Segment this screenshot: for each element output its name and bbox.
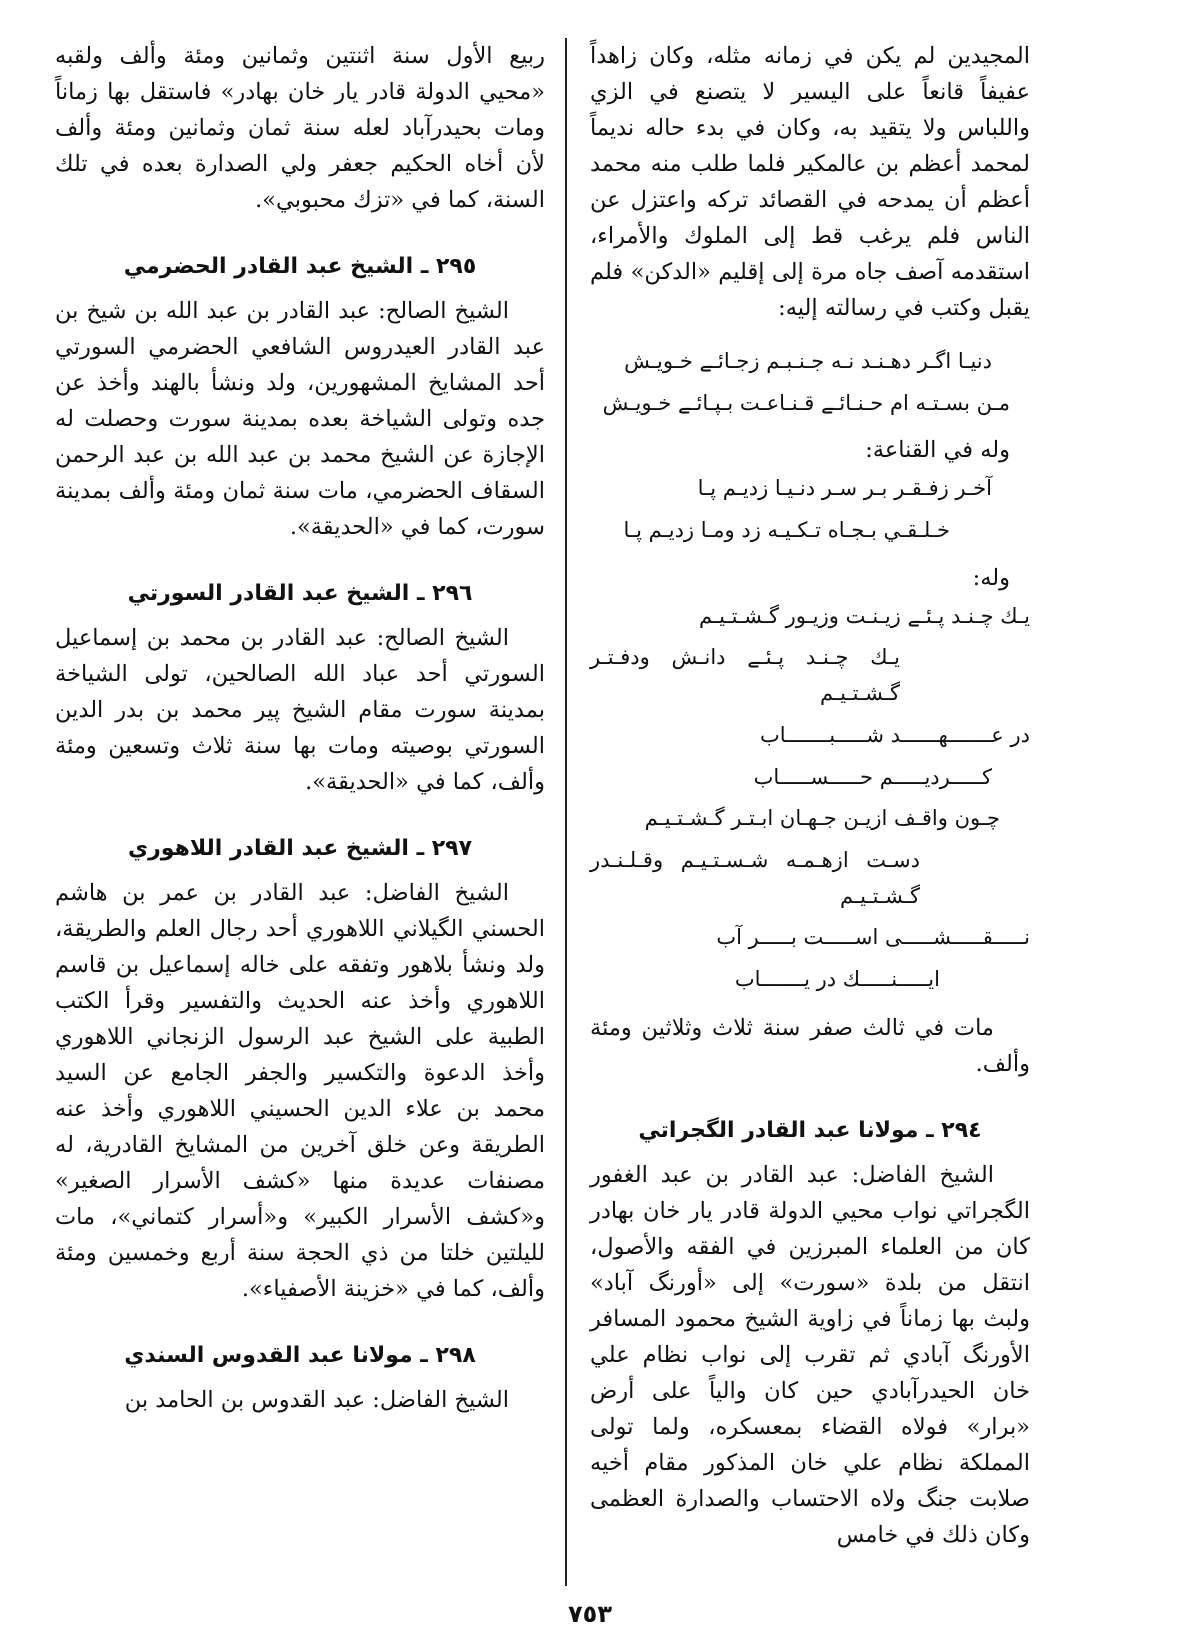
heading-295: ٢٩٥ ـ الشيخ عبد القادر الحضرمي (123, 254, 477, 279)
poem-2 (590, 471, 1030, 548)
poem-2-label: وله في القناعة: (865, 437, 1010, 464)
poem-3-line-3: در عـــــــهــــــد شـــــبـــــــاب (760, 722, 1030, 747)
left-column (55, 38, 545, 1418)
poem-2-line-1: آخـر زفـقـر بـر سـر دنـيـا زديـم پـا (697, 476, 992, 501)
heading-294: ٢٩٤ ـ مولانا عبد القادر الگجراتي (638, 1117, 982, 1143)
heading-296: ٢٩٦ ـ الشيخ عبد القادر السورتي (127, 581, 473, 606)
poem-3-label: وله: (972, 564, 1010, 591)
entry-298: الشيخ الفاضل: عبد القدوس بن الحامد بن (124, 1387, 509, 1413)
poem-3-line-5: چـون واقـف ازيـن جـهـان ابـتـر گـشـتـيـم (644, 806, 1000, 831)
poem-3-line-8: ايـــــنـــــك در يـــــــاب (734, 966, 940, 991)
poem-3-line-1: يـك چـنـد پـئـے زيـنـت وزيـور گـشـتـيـم (698, 603, 1030, 628)
poem-1 (590, 344, 1030, 421)
continuation-paragraph: ربيع الأول سنة اثنتين وثمانين ومئة وألف ولقبه «محيي الدولة قادر يار خان بهادر» فاستقل بها زماناً ومات بحيدرآباد لعله سنة ثمان وثمانين ومئة وألف لأن أخاه الحكيم جعفر ولي الصدارة بعده في تلك السنة، كما في «تزك محبوبي». (55, 43, 545, 213)
poem-3-line-6: دسـت ازهـمـه شـسـتـيـم وقـلـنـدر گـشـتـيـم (590, 847, 920, 908)
poem-1-line-1: دنيـا اگـر دهـنـد نـه جـنـبـم زجـائـے خـويـش (624, 349, 992, 373)
entry-295: الشيخ الصالح: عبد القادر بن عبد الله بن شيخ بن عبد القادر العيدروس الشافعي الحضرمي السورتي أحد المشايخ المشهورين، ولد ونشأ بالهند وأخذ عن جده وتولى الشياخة بعده بمدينة سورت وحصلت له الإجازة عن الشيخ محمد بن عبد الله بن عبد الرحمن السقاف الحضرمي، مات سنة ثمان ومئة وألف بمدينة سورت، كما في «الحديقة». (55, 298, 545, 540)
right-column (590, 38, 1030, 1553)
entry-297: الشيخ الفاضل: عبد القادر بن عمر بن هاشم الحسني الگيلاني اللاهوري أحد رجال العلم والطريقة، ولد ونشأ بلاهور وتفقه على خاله إسماعيل بن قاسم اللاهوري وأخذ عنه الحديث والتفسير وقرأ الكتب الطبية على الشيخ عبد الرسول الزنجاني اللاهوري وأخذ الدعوة والتكسير والجفر الجامع عن السيد محمد بن علاء الدين الحسيني اللاهوري وأخذ عنه الطريقة وعن خلق آخرين من المشايخ القادرية، له مصنفات عديدة منها «كشف الأسرار الصغير» و«كشف الأسرار الكبير» و«أسرار كتماني»، مات لليلتين خلتا من ذي الحجة سنة أربع وخمسين ومئة وألف، كما في «خزينة الأصفياء». (55, 880, 545, 1302)
poem-3-line-7: نـــــقـــــشـــــى اســـــت بـــــر آب (716, 925, 1030, 950)
heading-298: ٢٩٨ ـ مولانا عبد القدوس السندي (124, 1343, 476, 1368)
poem-3-line-4: كـــــرديـــــم حـــــســـــاب (753, 764, 992, 789)
death-note: مات في ثالث صفر سنة ثلاث وثلاثين ومئة وألف. (590, 1014, 1030, 1077)
poem-3-line-2: يـك چـنـد پـئـے دانـش ودفـتـر گـشـتـيـم (590, 645, 900, 706)
poem-1-line-2: مـن بسـتـه ام حـنـائـے قـنـاعـت بـپـائـے خـويـش (602, 390, 1010, 415)
entry-294: الشيخ الفاضل: عبد القادر بن عبد الغفور الگجراتي نواب محيي الدولة قادر يار خان بهادر كان من العلماء المبرزين في الفقه والأصول، انتقل من بلدة «سورت» إلى «أورنگ آباد» ولبث بها زماناً في زاوية الشيخ محمود المسافر الأورنگ آبادي ثم تقرب إلى نواب نظام علي خان الحيدرآبادي حين كان والياً على أرض «برار» فولاه القضاء بمعسكره، ولما تولى المملكة نظام علي خان المذكور مقام أخيه صلابت جنگ ولاه الاحتساب والصدارة العظمى وكان ذلك في خامس (590, 1161, 1030, 1548)
entry-296: الشيخ الصالح: عبد القادر بن محمد بن إسماعيل السورتي أحد عباد الله الصالحين، تولى الشياخة بمدينة سورت مقام الشيخ پير محمد بن بدر الدين السورتي بوصيته ومات بها سنة ثلاث وتسعين ومئة وألف، كما في «الحديقة». (55, 625, 545, 795)
poem-2-line-2: خـلـقـي بـجـاه تـكـيـه زد ومـا زديـم پـا (623, 518, 950, 543)
page-number: ٧٥٣ (568, 1600, 612, 1628)
intro-paragraph: المجيدين لم يكن في زمانه مثله، وكان زاهداً عفيفاً قانعاً على اليسير لا يتصنع في الزي واللباس ولا يتقيد به، وكان في بدء حاله نديماً لمحمد أعظم بن عالمكير فلما طلب منه محمد أعظم أن يمدحه في القصائد تركه واعتزل عن الناس فلم يرغب قط إلى الملوك والأمراء، استقدمه آصف جاه مرة إلى إقليم «الدكن» فلم يقبل وكتب في رسالته إليه: (590, 43, 1030, 321)
column-divider (565, 38, 567, 1586)
heading-297: ٢٩٧ ـ الشيخ عبد القادر اللاهوري (127, 836, 473, 861)
poem-3 (590, 599, 1030, 998)
